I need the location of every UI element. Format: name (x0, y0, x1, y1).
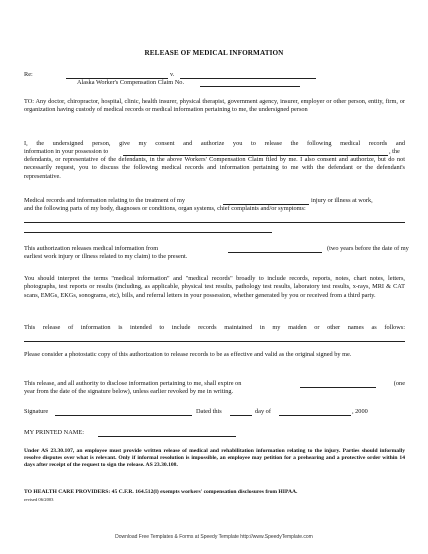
re-label: Re: (24, 71, 33, 78)
day-field[interactable] (230, 415, 252, 416)
consent-rest: defendants, or representative of the defendants, in the above Workers' Compensation Claim filed by me. I also consent and authorize, but do not necessarily request, you to discuss the following medical records and information pertaining to me with the defendant or the defendant's representative. (24, 156, 405, 180)
day-of-label: day of (255, 408, 271, 415)
expire-line-1a: This release, and all authority to disclose information pertaining to me, shall expire on (24, 380, 242, 387)
dated-label: Dated this (196, 408, 222, 415)
to-paragraph: TO: Any doctor, chiropractor, hospital, clinic, health insurer, physical therapist, government agency, insurer, employer or other person, entity, firm, or organization having custody of medical records or medical information pertaining to me, the undersigned person (24, 98, 405, 114)
consent-line-2b: , the (389, 148, 400, 155)
health-care-providers-notice: TO HEALTH CARE PROVIDERS: 45 C.F.R. 164.512(l) exempts workers' compensation disclosures from HIPAA. (24, 489, 298, 495)
footer-link[interactable]: Download Free Templates & Forms at Speedy Template http://www.SpeedyTemplate.com (115, 534, 313, 540)
legal-notice: Under AS 23.30.107, an employee must provide written release of medical and rehabilitation information relating to the injury. Parties should informally resolve disputes over what is relevant. Only if informal resolution is impossible, an employee may petition for a prehearing and a protective order within 14 days after receipt of the request to sign the release. AS 23.30.108. (24, 448, 405, 469)
expire-line-2: year from the date of the signature below), unless earlier revoked by me in writing. (24, 388, 234, 395)
defendant-field[interactable] (180, 78, 316, 79)
authorization-line-2: earliest work injury or illness related to my claim) to the present. (24, 253, 188, 260)
interpretation-paragraph: You should interpret the terms "medical information" and "medical records" broadly to include records, reports, notes, chart notes, letters, photographs, test reports or results (including, as applicable, physical test results, pathology test results, laboratory test results, x-rays, MRI & CAT scans, EMGs, EKGs, sonograms, etc), bills, and referral letters in your possession, whether generated by you or received from a third party. (24, 275, 405, 299)
consent-line-2a: information in your possession to (24, 148, 109, 155)
release-start-date-field[interactable] (228, 252, 322, 253)
versus-label: v. (170, 71, 175, 78)
printed-name-label: MY PRINTED NAME: (24, 429, 84, 436)
month-field[interactable] (279, 415, 351, 416)
medical-line-1a: Medical records and information relating to the treatment of my (24, 197, 186, 204)
authorization-line-1b: (two years before the date of my (327, 245, 409, 252)
other-names-field[interactable] (24, 341, 405, 342)
body-parts-field-2[interactable] (24, 232, 272, 233)
signature-field[interactable] (55, 415, 192, 416)
printed-name-field[interactable] (98, 436, 236, 437)
revised-date: revised 06/2003 (24, 497, 54, 502)
expiration-date-field[interactable] (300, 387, 376, 388)
claim-number-field[interactable] (200, 86, 300, 87)
year-label: , 2000 (352, 408, 368, 415)
photostatic-paragraph: Please consider a photostatic copy of this authorization to release records to be as effective and valid as the original signed by me. (24, 351, 352, 358)
expire-line-1b: (one (393, 380, 405, 387)
medical-line-1b: injury or illness at work, (311, 197, 373, 204)
body-parts-field-1[interactable] (24, 222, 405, 223)
medical-line-2: and the following parts of my body, diagnoses or conditions, organ systems, chief complaints and/or symptoms: (24, 205, 306, 212)
signature-label: Signature (24, 408, 49, 415)
authorization-line-1a: This authorization releases medical information from (24, 245, 159, 252)
consent-line-1: I, the undersigned person, give my consent and authorize you to release the following medical records and (24, 140, 405, 147)
claim-number-label: Alaska Worker's Compensation Claim No. (77, 79, 185, 86)
maiden-names-paragraph: This release of information is intended to include records maintained in my maiden or other names as follows: (24, 324, 405, 331)
document-title: RELEASE OF MEDICAL INFORMATION (144, 49, 284, 57)
